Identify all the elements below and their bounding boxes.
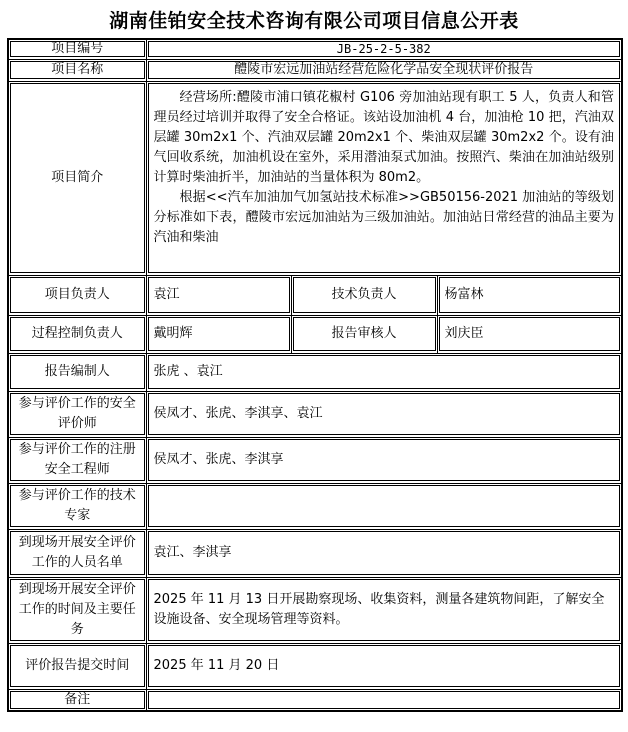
table-row	[8, 577, 622, 643]
project-summary	[148, 83, 621, 273]
table-row	[8, 483, 622, 529]
experts-value	[148, 485, 621, 527]
authors-label: 报告编制人	[10, 355, 145, 389]
table-row	[8, 275, 622, 315]
project-summary-label: 项目简介	[10, 83, 145, 273]
project-name-label: 项目名称	[10, 61, 145, 79]
project-no-value: JB-25-2-5-382	[148, 41, 621, 57]
project-no-label: 项目编号	[10, 41, 145, 57]
document-title: 湖南佳铂安全技术咨询有限公司项目信息公开表	[109, 10, 519, 32]
table-row	[8, 529, 622, 577]
summary-paragraph-2: 根据<<汽车加油加气加氢站技术标准>>GB50156-2021 加油站的等级划分标准如下表，醴陵市宏远加油站为三级加油站。加油站日常经营的油品主要为汽油和柴油	[153, 190, 615, 245]
authors-value: 张虎 、袁江	[148, 355, 621, 389]
evaluators-label: 参与评价工作的安全评价师	[10, 393, 145, 435]
engineers-value: 侯凤才、张虎、李淇享	[148, 439, 621, 481]
table-row	[8, 689, 622, 711]
evaluators-value: 侯凤才、张虎、李淇享、袁江	[148, 393, 621, 435]
process-control-label: 过程控制负责人	[10, 317, 145, 351]
table-row	[8, 315, 622, 353]
project-name-value: 醴陵市宏远加油站经营危险化学品安全现状评价报告	[148, 61, 621, 79]
submit-time-label: 评价报告提交时间	[10, 645, 145, 687]
leader-label: 项目负责人	[10, 277, 145, 313]
table-row	[8, 353, 622, 391]
table-row	[8, 391, 622, 437]
reviewer-label: 报告审核人	[293, 317, 436, 351]
onsite-time-value: 2025 年 11 月 13 日开展勘察现场、收集资料，测量各建筑物间距，了解安全设施设备、安全现场管理等资料。	[148, 579, 621, 641]
experts-label: 参与评价工作的技术专家	[10, 485, 145, 527]
remark-label: 备注	[10, 691, 145, 709]
onsite-staff-value: 袁江、李淇享	[148, 531, 621, 575]
table-row	[8, 39, 622, 59]
tech-leader-label: 技术负责人	[293, 277, 436, 313]
table-row	[8, 81, 622, 275]
table-row	[8, 59, 622, 81]
remark-value	[148, 691, 621, 709]
project-info-table	[7, 38, 623, 712]
summary-paragraph-1: 经营场所:醴陵市浦口镇花椒村 G106 旁加油站现有职工 5 人，负责人和管理员经过培训并取得了安全合格证。该站设加油机 4 台，加油枪 10 把，汽油双层罐 30m2x1 个、汽油双层罐 20m2x1 个、柴油双层罐 30m2x2 个。设有油气回收系统，加油机设在室外，采用潜油泵式加油。按照汽、柴油在加油站级别计算时柴油折半，加油站的当量体积为 80m2。	[153, 90, 615, 185]
onsite-staff-label: 到现场开展安全评价工作的人员名单	[10, 531, 145, 575]
table-row	[8, 643, 622, 689]
table-row	[8, 437, 622, 483]
onsite-time-label: 到现场开展安全评价工作的时间及主要任务	[10, 579, 145, 641]
leader-value: 袁江	[148, 277, 290, 313]
engineers-label: 参与评价工作的注册安全工程师	[10, 439, 145, 481]
reviewer-value: 刘庆臣	[439, 317, 621, 351]
process-control-value: 戴明辉	[148, 317, 290, 351]
tech-leader-value: 杨富林	[439, 277, 621, 313]
submit-time-value: 2025 年 11 月 20 日	[148, 645, 621, 687]
